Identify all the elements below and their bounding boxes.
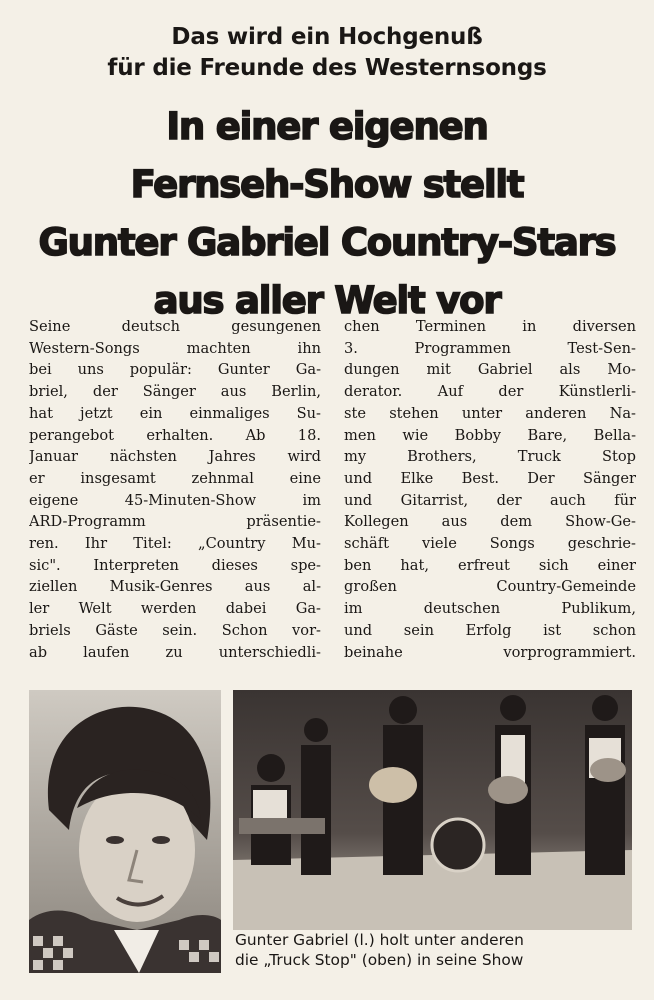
text-line: und Elke Best. Der Sänger bbox=[344, 469, 636, 487]
text-line: großen Country-Gemeinde bbox=[344, 578, 636, 596]
text-line: beinahe vorprogrammiert. bbox=[344, 643, 636, 661]
headline-line: aus aller Welt vor bbox=[153, 279, 501, 322]
text-line: schäft viele Songs geschrie- bbox=[344, 535, 636, 553]
text-line: my Brothers, Truck Stop bbox=[344, 448, 636, 466]
text-line: im deutschen Publikum, bbox=[344, 600, 636, 618]
text-line: ler Welt werden dabei Ga- bbox=[29, 600, 321, 618]
text-line: men wie Bobby Bare, Bella- bbox=[344, 426, 636, 444]
portrait-photo bbox=[29, 690, 221, 973]
text-line: briel, der Sänger aus Berlin, bbox=[29, 383, 321, 401]
text-line: derator. Auf der Künstlerli- bbox=[344, 383, 636, 401]
text-line: er insgesamt zehnmal eine bbox=[29, 469, 321, 487]
text-line: Western-Songs machten ihn bbox=[29, 339, 321, 357]
text-line: Kollegen aus dem Show-Ge- bbox=[344, 513, 636, 531]
article-column-right bbox=[344, 316, 636, 663]
text-line: chen Terminen in diversen bbox=[344, 318, 636, 335]
text-line: ben hat, erfreut sich einer bbox=[344, 556, 636, 574]
band-photo bbox=[233, 690, 632, 930]
text-line: bei uns populär: Gunter Ga- bbox=[29, 361, 321, 379]
text-line: und sein Erfolg ist schon bbox=[344, 621, 636, 639]
text-line: briels Gäste sein. Schon vor- bbox=[29, 621, 321, 639]
caption-line: die „Truck Stop" (oben) in seine Show bbox=[235, 951, 524, 969]
text-line: ren. Ihr Titel: „Country Mu- bbox=[29, 535, 321, 553]
text-line: ste stehen unter anderen Na- bbox=[344, 404, 636, 422]
headline bbox=[0, 98, 654, 330]
text-line: und Gitarrist, der auch für bbox=[344, 491, 636, 509]
headline-line: Fernseh-Show stellt bbox=[130, 163, 524, 206]
text-line: sic". Interpreten dieses spe- bbox=[29, 556, 321, 574]
headline-line: Gunter Gabriel Country-Stars bbox=[38, 221, 616, 264]
kicker-line: für die Freunde des Westernsongs bbox=[107, 55, 547, 81]
text-line: Seine deutsch gesungenen bbox=[29, 318, 321, 335]
article-column-left bbox=[29, 316, 321, 663]
headline-line: In einer eigenen bbox=[166, 105, 488, 148]
text-line: 3. Programmen Test-Sen- bbox=[344, 339, 636, 357]
text-line: perangebot erhalten. Ab 18. bbox=[29, 426, 321, 444]
text-line: hat jetzt ein einmaliges Su- bbox=[29, 404, 321, 422]
text-line: dungen mit Gabriel als Mo- bbox=[344, 361, 636, 379]
kicker-line: Das wird ein Hochgenuß bbox=[171, 24, 483, 50]
text-line: ab laufen zu unterschiedli- bbox=[29, 643, 321, 661]
text-line: eigene 45-Minuten-Show im bbox=[29, 491, 321, 509]
text-line: ARD-Programm präsentie- bbox=[29, 513, 321, 531]
text-line: ziellen Musik-Genres aus al- bbox=[29, 578, 321, 596]
caption-line: Gunter Gabriel (l.) holt unter anderen bbox=[235, 931, 524, 949]
kicker bbox=[0, 22, 654, 84]
text-line: Januar nächsten Jahres wird bbox=[29, 448, 321, 466]
photo-caption bbox=[235, 930, 635, 970]
